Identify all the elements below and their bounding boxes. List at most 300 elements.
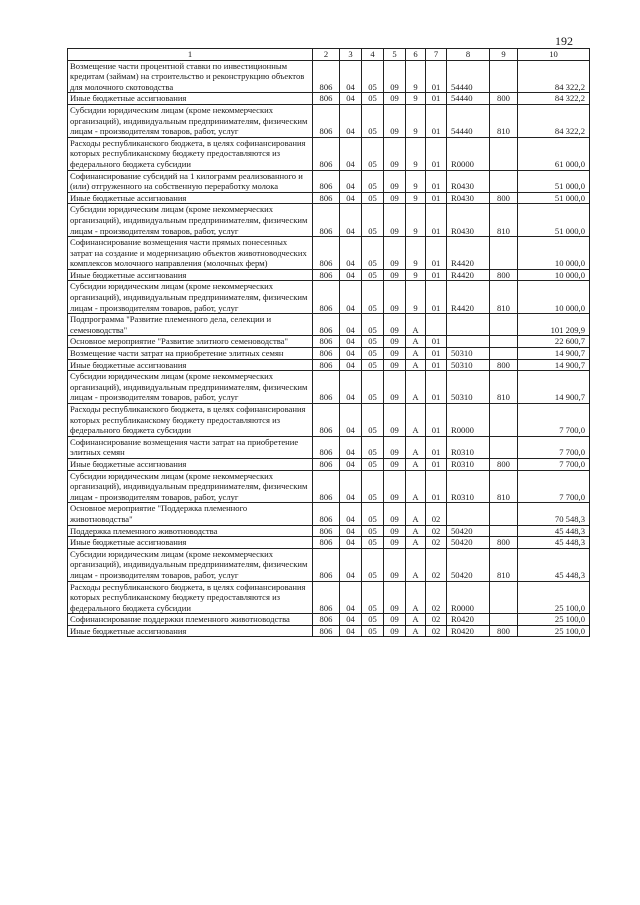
measure-cell: 02 bbox=[426, 581, 447, 614]
table-row bbox=[68, 525, 590, 537]
direction-cell: 50420 bbox=[447, 548, 490, 581]
gov-code-cell: 806 bbox=[313, 137, 340, 170]
subsection-cell: 05 bbox=[362, 192, 384, 204]
program-cell: 09 bbox=[384, 237, 406, 270]
section-cell: 04 bbox=[340, 204, 362, 237]
direction-cell: R0000 bbox=[447, 404, 490, 437]
program-cell: 09 bbox=[384, 548, 406, 581]
row-name-cell: Иные бюджетные ассигнования bbox=[68, 537, 313, 549]
gov-code-cell: 806 bbox=[313, 269, 340, 281]
subsection-cell: 05 bbox=[362, 314, 384, 336]
amount-cell: 14 900,7 bbox=[518, 371, 590, 404]
expense-type-cell bbox=[490, 503, 518, 525]
subprogram-cell: А bbox=[406, 614, 426, 626]
amount-cell: 7 700,0 bbox=[518, 458, 590, 470]
direction-cell: 50420 bbox=[447, 537, 490, 549]
column-header: 3 bbox=[340, 49, 362, 61]
gov-code-cell: 806 bbox=[313, 104, 340, 137]
subprogram-cell: А bbox=[406, 548, 426, 581]
subsection-cell: 05 bbox=[362, 537, 384, 549]
measure-cell: 01 bbox=[426, 204, 447, 237]
program-cell: 09 bbox=[384, 104, 406, 137]
expense-type-cell bbox=[490, 436, 518, 458]
direction-cell: R0420 bbox=[447, 625, 490, 637]
subprogram-cell: А bbox=[406, 503, 426, 525]
expense-type-cell bbox=[490, 237, 518, 270]
measure-cell: 02 bbox=[426, 503, 447, 525]
amount-cell: 51 000,0 bbox=[518, 192, 590, 204]
amount-cell: 45 448,3 bbox=[518, 525, 590, 537]
gov-code-cell: 806 bbox=[313, 192, 340, 204]
gov-code-cell: 806 bbox=[313, 625, 340, 637]
gov-code-cell: 806 bbox=[313, 581, 340, 614]
subprogram-cell: А bbox=[406, 404, 426, 437]
subsection-cell: 05 bbox=[362, 93, 384, 105]
direction-cell: 50310 bbox=[447, 359, 490, 371]
program-cell: 09 bbox=[384, 359, 406, 371]
direction-cell: 50310 bbox=[447, 371, 490, 404]
subprogram-cell: 9 bbox=[406, 269, 426, 281]
subprogram-cell: А bbox=[406, 348, 426, 360]
amount-cell: 25 100,0 bbox=[518, 581, 590, 614]
section-cell: 04 bbox=[340, 60, 362, 93]
gov-code-cell: 806 bbox=[313, 436, 340, 458]
table-row bbox=[68, 371, 590, 404]
amount-cell: 84 322,2 bbox=[518, 60, 590, 93]
expense-type-cell bbox=[490, 614, 518, 626]
gov-code-cell: 806 bbox=[313, 93, 340, 105]
gov-code-cell: 806 bbox=[313, 525, 340, 537]
subsection-cell: 05 bbox=[362, 404, 384, 437]
table-row bbox=[68, 336, 590, 348]
direction-cell: R0310 bbox=[447, 436, 490, 458]
measure-cell: 01 bbox=[426, 170, 447, 192]
measure-cell: 02 bbox=[426, 625, 447, 637]
subsection-cell: 05 bbox=[362, 281, 384, 314]
measure-cell: 01 bbox=[426, 470, 447, 503]
section-cell: 04 bbox=[340, 548, 362, 581]
amount-cell: 7 700,0 bbox=[518, 436, 590, 458]
subsection-cell: 05 bbox=[362, 170, 384, 192]
section-cell: 04 bbox=[340, 314, 362, 336]
column-header: 7 bbox=[426, 49, 447, 61]
subsection-cell: 05 bbox=[362, 104, 384, 137]
direction-cell: R4420 bbox=[447, 269, 490, 281]
direction-cell bbox=[447, 503, 490, 525]
table-row bbox=[68, 204, 590, 237]
table-row bbox=[68, 170, 590, 192]
gov-code-cell: 806 bbox=[313, 458, 340, 470]
expense-type-cell bbox=[490, 336, 518, 348]
program-cell: 09 bbox=[384, 204, 406, 237]
row-name-cell: Основное мероприятие "Поддержка племенного животноводства" bbox=[68, 503, 313, 525]
expense-type-cell: 810 bbox=[490, 104, 518, 137]
program-cell: 09 bbox=[384, 281, 406, 314]
row-name-cell: Поддержка племенного животноводства bbox=[68, 525, 313, 537]
measure-cell: 01 bbox=[426, 348, 447, 360]
row-name-cell: Иные бюджетные ассигнования bbox=[68, 192, 313, 204]
amount-cell: 51 000,0 bbox=[518, 204, 590, 237]
amount-cell: 22 600,7 bbox=[518, 336, 590, 348]
section-cell: 04 bbox=[340, 458, 362, 470]
amount-cell: 45 448,3 bbox=[518, 537, 590, 549]
subsection-cell: 05 bbox=[362, 336, 384, 348]
table-row bbox=[68, 104, 590, 137]
table-body bbox=[68, 60, 590, 637]
amount-cell: 10 000,0 bbox=[518, 281, 590, 314]
measure-cell: 01 bbox=[426, 137, 447, 170]
subsection-cell: 05 bbox=[362, 458, 384, 470]
table-row bbox=[68, 503, 590, 525]
subprogram-cell: А bbox=[406, 470, 426, 503]
expense-type-cell bbox=[490, 404, 518, 437]
table-row bbox=[68, 470, 590, 503]
amount-cell: 10 000,0 bbox=[518, 269, 590, 281]
section-cell: 04 bbox=[340, 281, 362, 314]
column-header: 1 bbox=[68, 49, 313, 61]
direction-cell: 50310 bbox=[447, 348, 490, 360]
column-header: 4 bbox=[362, 49, 384, 61]
table-row bbox=[68, 581, 590, 614]
gov-code-cell: 806 bbox=[313, 537, 340, 549]
row-name-cell: Подпрограмма "Развитие племенного дела, селекции и семеноводства" bbox=[68, 314, 313, 336]
measure-cell: 02 bbox=[426, 614, 447, 626]
section-cell: 04 bbox=[340, 348, 362, 360]
amount-cell: 84 322,2 bbox=[518, 104, 590, 137]
program-cell: 09 bbox=[384, 348, 406, 360]
subprogram-cell: 9 bbox=[406, 170, 426, 192]
subsection-cell: 05 bbox=[362, 237, 384, 270]
gov-code-cell: 806 bbox=[313, 503, 340, 525]
subprogram-cell: А bbox=[406, 336, 426, 348]
program-cell: 09 bbox=[384, 137, 406, 170]
row-name-cell: Софинансирование поддержки племенного животноводства bbox=[68, 614, 313, 626]
subprogram-cell: 9 bbox=[406, 104, 426, 137]
expense-type-cell bbox=[490, 525, 518, 537]
amount-cell: 7 700,0 bbox=[518, 404, 590, 437]
subsection-cell: 05 bbox=[362, 581, 384, 614]
subprogram-cell: 9 bbox=[406, 60, 426, 93]
expense-type-cell: 800 bbox=[490, 359, 518, 371]
gov-code-cell: 806 bbox=[313, 371, 340, 404]
table-row bbox=[68, 269, 590, 281]
subprogram-cell: 9 bbox=[406, 192, 426, 204]
program-cell: 09 bbox=[384, 404, 406, 437]
gov-code-cell: 806 bbox=[313, 404, 340, 437]
direction-cell: R0310 bbox=[447, 458, 490, 470]
table-row bbox=[68, 404, 590, 437]
gov-code-cell: 806 bbox=[313, 170, 340, 192]
gov-code-cell: 806 bbox=[313, 281, 340, 314]
table-row bbox=[68, 137, 590, 170]
amount-cell: 70 548,3 bbox=[518, 503, 590, 525]
amount-cell: 10 000,0 bbox=[518, 237, 590, 270]
direction-cell: R0420 bbox=[447, 614, 490, 626]
gov-code-cell: 806 bbox=[313, 336, 340, 348]
section-cell: 04 bbox=[340, 537, 362, 549]
direction-cell: R0430 bbox=[447, 192, 490, 204]
section-cell: 04 bbox=[340, 503, 362, 525]
amount-cell: 84 322,2 bbox=[518, 93, 590, 105]
program-cell: 09 bbox=[384, 470, 406, 503]
measure-cell: 01 bbox=[426, 104, 447, 137]
expense-type-cell: 800 bbox=[490, 192, 518, 204]
row-name-cell: Расходы республиканского бюджета, в целях софинансирования которых республиканскому бюджету предоставляются из федерального бюджета субсидии bbox=[68, 404, 313, 437]
subsection-cell: 05 bbox=[362, 269, 384, 281]
subprogram-cell: А bbox=[406, 625, 426, 637]
section-cell: 04 bbox=[340, 170, 362, 192]
subprogram-cell: А bbox=[406, 458, 426, 470]
table-header-row bbox=[68, 49, 590, 61]
amount-cell: 25 100,0 bbox=[518, 614, 590, 626]
subsection-cell: 05 bbox=[362, 204, 384, 237]
subsection-cell: 05 bbox=[362, 359, 384, 371]
row-name-cell: Субсидии юридическим лицам (кроме некоммерческих организаций), индивидуальным предпринимателям, физическим лицам - производителям товаров, работ, услуг bbox=[68, 281, 313, 314]
gov-code-cell: 806 bbox=[313, 548, 340, 581]
program-cell: 09 bbox=[384, 581, 406, 614]
measure-cell: 01 bbox=[426, 281, 447, 314]
section-cell: 04 bbox=[340, 404, 362, 437]
section-cell: 04 bbox=[340, 436, 362, 458]
direction-cell: R0000 bbox=[447, 581, 490, 614]
program-cell: 09 bbox=[384, 537, 406, 549]
direction-cell: 54440 bbox=[447, 93, 490, 105]
amount-cell: 14 900,7 bbox=[518, 348, 590, 360]
expense-type-cell: 810 bbox=[490, 204, 518, 237]
amount-cell: 45 448,3 bbox=[518, 548, 590, 581]
measure-cell: 01 bbox=[426, 458, 447, 470]
direction-cell: 54440 bbox=[447, 104, 490, 137]
measure-cell: 01 bbox=[426, 60, 447, 93]
subprogram-cell: А bbox=[406, 581, 426, 614]
row-name-cell: Субсидии юридическим лицам (кроме некоммерческих организаций), индивидуальным предпринимателям, физическим лицам - производителям товаров, работ, услуг bbox=[68, 470, 313, 503]
row-name-cell: Иные бюджетные ассигнования bbox=[68, 458, 313, 470]
expense-type-cell: 800 bbox=[490, 537, 518, 549]
section-cell: 04 bbox=[340, 525, 362, 537]
subprogram-cell: 9 bbox=[406, 93, 426, 105]
table-row bbox=[68, 314, 590, 336]
subsection-cell: 05 bbox=[362, 60, 384, 93]
subsection-cell: 05 bbox=[362, 614, 384, 626]
section-cell: 04 bbox=[340, 269, 362, 281]
expense-type-cell bbox=[490, 60, 518, 93]
page-number: 192 bbox=[555, 34, 573, 48]
direction-cell: 50420 bbox=[447, 525, 490, 537]
direction-cell: R0430 bbox=[447, 204, 490, 237]
measure-cell: 02 bbox=[426, 537, 447, 549]
subprogram-cell: 9 bbox=[406, 281, 426, 314]
subprogram-cell: 9 bbox=[406, 237, 426, 270]
section-cell: 04 bbox=[340, 614, 362, 626]
subprogram-cell: А bbox=[406, 314, 426, 336]
amount-cell: 101 209,9 bbox=[518, 314, 590, 336]
gov-code-cell: 806 bbox=[313, 348, 340, 360]
measure-cell: 02 bbox=[426, 525, 447, 537]
subsection-cell: 05 bbox=[362, 470, 384, 503]
subsection-cell: 05 bbox=[362, 348, 384, 360]
subsection-cell: 05 bbox=[362, 625, 384, 637]
program-cell: 09 bbox=[384, 625, 406, 637]
table-row bbox=[68, 237, 590, 270]
subsection-cell: 05 bbox=[362, 548, 384, 581]
gov-code-cell: 806 bbox=[313, 204, 340, 237]
subprogram-cell: 9 bbox=[406, 204, 426, 237]
table-row bbox=[68, 436, 590, 458]
table-row bbox=[68, 548, 590, 581]
subprogram-cell: А bbox=[406, 359, 426, 371]
program-cell: 09 bbox=[384, 60, 406, 93]
subprogram-cell: А bbox=[406, 537, 426, 549]
section-cell: 04 bbox=[340, 137, 362, 170]
subsection-cell: 05 bbox=[362, 137, 384, 170]
subsection-cell: 05 bbox=[362, 436, 384, 458]
gov-code-cell: 806 bbox=[313, 237, 340, 270]
row-name-cell: Расходы республиканского бюджета, в целях софинансирования которых республиканскому бюджету предоставляются из федерального бюджета субсидии bbox=[68, 137, 313, 170]
row-name-cell: Софинансирование возмещения части прямых понесенных затрат на создание и модернизацию объектов животноводческих комплексов молочного направления (молочных ферм) bbox=[68, 237, 313, 270]
measure-cell: 01 bbox=[426, 336, 447, 348]
measure-cell: 02 bbox=[426, 548, 447, 581]
subsection-cell: 05 bbox=[362, 525, 384, 537]
subprogram-cell: 9 bbox=[406, 137, 426, 170]
measure-cell: 01 bbox=[426, 436, 447, 458]
amount-cell: 7 700,0 bbox=[518, 470, 590, 503]
expense-type-cell: 810 bbox=[490, 371, 518, 404]
expense-type-cell: 800 bbox=[490, 625, 518, 637]
table-row bbox=[68, 614, 590, 626]
row-name-cell: Субсидии юридическим лицам (кроме некоммерческих организаций), индивидуальным предпринимателям, физическим лицам - производителям товаров, работ, услуг bbox=[68, 204, 313, 237]
program-cell: 09 bbox=[384, 170, 406, 192]
program-cell: 09 bbox=[384, 614, 406, 626]
expense-type-cell: 800 bbox=[490, 269, 518, 281]
program-cell: 09 bbox=[384, 314, 406, 336]
direction-cell: R0310 bbox=[447, 470, 490, 503]
amount-cell: 61 000,0 bbox=[518, 137, 590, 170]
table-row bbox=[68, 348, 590, 360]
budget-table bbox=[67, 48, 590, 637]
section-cell: 04 bbox=[340, 93, 362, 105]
section-cell: 04 bbox=[340, 470, 362, 503]
gov-code-cell: 806 bbox=[313, 470, 340, 503]
section-cell: 04 bbox=[340, 336, 362, 348]
subprogram-cell: А bbox=[406, 436, 426, 458]
section-cell: 04 bbox=[340, 237, 362, 270]
expense-type-cell: 810 bbox=[490, 548, 518, 581]
subprogram-cell: А bbox=[406, 525, 426, 537]
measure-cell: 01 bbox=[426, 359, 447, 371]
column-header: 5 bbox=[384, 49, 406, 61]
expense-type-cell bbox=[490, 348, 518, 360]
direction-cell: R0000 bbox=[447, 137, 490, 170]
subprogram-cell: А bbox=[406, 371, 426, 404]
amount-cell: 51 000,0 bbox=[518, 170, 590, 192]
row-name-cell: Иные бюджетные ассигнования bbox=[68, 625, 313, 637]
table-row bbox=[68, 281, 590, 314]
program-cell: 09 bbox=[384, 336, 406, 348]
direction-cell: R0430 bbox=[447, 170, 490, 192]
expense-type-cell: 800 bbox=[490, 93, 518, 105]
measure-cell: 01 bbox=[426, 93, 447, 105]
section-cell: 04 bbox=[340, 359, 362, 371]
gov-code-cell: 806 bbox=[313, 359, 340, 371]
column-header: 6 bbox=[406, 49, 426, 61]
program-cell: 09 bbox=[384, 93, 406, 105]
expense-type-cell: 810 bbox=[490, 281, 518, 314]
direction-cell: R4420 bbox=[447, 281, 490, 314]
row-name-cell: Иные бюджетные ассигнования bbox=[68, 269, 313, 281]
amount-cell: 14 900,7 bbox=[518, 359, 590, 371]
table-row bbox=[68, 60, 590, 93]
table-row bbox=[68, 537, 590, 549]
row-name-cell: Возмещение части затрат на приобретение элитных семян bbox=[68, 348, 313, 360]
program-cell: 09 bbox=[384, 192, 406, 204]
section-cell: 04 bbox=[340, 371, 362, 404]
row-name-cell: Субсидии юридическим лицам (кроме некоммерческих организаций), индивидуальным предпринимателям, физическим лицам - производителям товаров, работ, услуг bbox=[68, 548, 313, 581]
table-row bbox=[68, 458, 590, 470]
table-row bbox=[68, 192, 590, 204]
table-row bbox=[68, 93, 590, 105]
measure-cell: 01 bbox=[426, 269, 447, 281]
row-name-cell: Иные бюджетные ассигнования bbox=[68, 93, 313, 105]
column-header: 2 bbox=[313, 49, 340, 61]
amount-cell: 25 100,0 bbox=[518, 625, 590, 637]
program-cell: 09 bbox=[384, 458, 406, 470]
table-row bbox=[68, 625, 590, 637]
measure-cell: 01 bbox=[426, 192, 447, 204]
row-name-cell: Софинансирование возмещения части затрат на приобретение элитных семян bbox=[68, 436, 313, 458]
row-name-cell: Основное мероприятие "Развитие элитного семеноводства" bbox=[68, 336, 313, 348]
row-name-cell: Софинансирование субсидий на 1 килограмм реализованного и (или) отгруженного на собственную переработку молока bbox=[68, 170, 313, 192]
expense-type-cell bbox=[490, 314, 518, 336]
column-header: 8 bbox=[447, 49, 490, 61]
section-cell: 04 bbox=[340, 625, 362, 637]
row-name-cell: Субсидии юридическим лицам (кроме некоммерческих организаций), индивидуальным предпринимателям, физическим лицам - производителям товаров, работ, услуг bbox=[68, 371, 313, 404]
expense-type-cell: 800 bbox=[490, 458, 518, 470]
gov-code-cell: 806 bbox=[313, 314, 340, 336]
program-cell: 09 bbox=[384, 269, 406, 281]
program-cell: 09 bbox=[384, 436, 406, 458]
program-cell: 09 bbox=[384, 371, 406, 404]
section-cell: 04 bbox=[340, 104, 362, 137]
row-name-cell: Субсидии юридическим лицам (кроме некоммерческих организаций), индивидуальным предпринимателям, физическим лицам - производителям товаров, работ, услуг bbox=[68, 104, 313, 137]
row-name-cell: Возмещение части процентной ставки по инвестиционным кредитам (займам) на строительство и реконструкцию объектов для молочного скотоводства bbox=[68, 60, 313, 93]
column-header: 9 bbox=[490, 49, 518, 61]
direction-cell bbox=[447, 336, 490, 348]
expense-type-cell bbox=[490, 581, 518, 614]
program-cell: 09 bbox=[384, 525, 406, 537]
row-name-cell: Расходы республиканского бюджета, в целях софинансирования которых республиканскому бюджету предоставляются из федерального бюджета субсидии bbox=[68, 581, 313, 614]
column-header: 10 bbox=[518, 49, 590, 61]
subsection-cell: 05 bbox=[362, 371, 384, 404]
measure-cell bbox=[426, 314, 447, 336]
direction-cell: 54440 bbox=[447, 60, 490, 93]
expense-type-cell bbox=[490, 170, 518, 192]
direction-cell: R4420 bbox=[447, 237, 490, 270]
measure-cell: 01 bbox=[426, 237, 447, 270]
measure-cell: 01 bbox=[426, 404, 447, 437]
program-cell: 09 bbox=[384, 503, 406, 525]
section-cell: 04 bbox=[340, 581, 362, 614]
gov-code-cell: 806 bbox=[313, 614, 340, 626]
table-row bbox=[68, 359, 590, 371]
subsection-cell: 05 bbox=[362, 503, 384, 525]
gov-code-cell: 806 bbox=[313, 60, 340, 93]
measure-cell: 01 bbox=[426, 371, 447, 404]
expense-type-cell: 810 bbox=[490, 470, 518, 503]
row-name-cell: Иные бюджетные ассигнования bbox=[68, 359, 313, 371]
section-cell: 04 bbox=[340, 192, 362, 204]
direction-cell bbox=[447, 314, 490, 336]
expense-type-cell bbox=[490, 137, 518, 170]
